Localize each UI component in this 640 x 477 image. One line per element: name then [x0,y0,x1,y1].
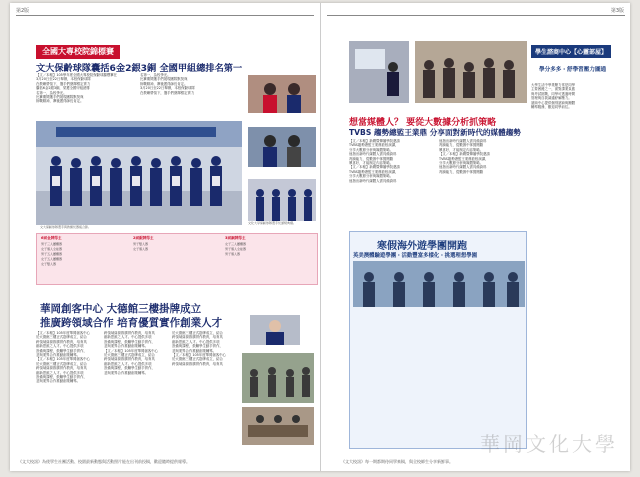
bowler-photo-3 [248,179,316,221]
watermark-logo: 華岡文化大學 [480,432,618,456]
headline-maker-center: 華岡創客中心 大德館三樓掛牌成立 [40,303,202,315]
result-item: 男子個人全能賽 [225,247,247,251]
result-item: 男子三人團體賽 [41,242,63,246]
right-page [320,3,630,471]
maker-event-photo-1 [242,353,314,403]
newspaper-spread [10,3,630,471]
left-footer: 《文大校訊》為使學生社團活動、校園最新動態與活動照片能在出刊前投稿，歡迎隨時提供報導。 [18,459,190,464]
headline-bowling: 文大保齡球隊囊括6金2銀3銅 全國甲組總排名第一 [36,63,243,74]
page-number: 第3版 [610,8,624,14]
article-maker-col1: 【文／本報】105年度華岡創客中心 於大德館三樓正式掛牌成立，結合 跨領域資源推廣實作教育，培育具 創新思維之人才。中心提供多項 設備與課程，鼓勵學生動手實作， 並與業界合作推動創業輔導。 【文／本報】105年度華岡創客中心 於大德館三樓正式掛牌成立，結合 跨領域資源推廣實作教育，培育具 創新思維之人才。中心提供多項 設備與課程，鼓勵學生動手實作， 並與業界合作推動創業輔導。 [36,331,90,384]
result-item: 女子五人團體賽 [41,257,63,261]
bronze-title: 3面銅牌得主 [225,236,246,240]
result-item: 女子個人全能賽 [41,247,63,251]
lecture-photo-2 [415,41,527,103]
study-abroad-subtitle: 英美澳體驗遊學團・活動豐富多樣化・挑選理想學園 [353,253,477,259]
result-item: 男子五人團體賽 [41,252,63,256]
result-item: 男子個人賽 [225,252,241,256]
maker-event-photo-2 [242,407,314,445]
gold-title: 6面金牌得主 [41,236,62,240]
bowler-photo-1 [248,75,316,113]
team-photo-caption: 文大保齡球隊選手與教練於賽後合影。 [40,225,92,229]
result-item: 男子雙人賽 [133,242,149,246]
left-page [10,3,320,471]
bowler-photo-2 [248,127,316,167]
subheadline-media: TVBS 趨勢總監王業鼎 分享面對新時代的媒體趨勢 [349,128,521,137]
counseling-article: 大學生活中學業壓力常是同學 主要困擾之一，面對課業負擔 與考試挑戰，同學可透過時間 管理與自我調適紓解壓力。 諮商中心提供個別諮商與團體 輔導服務，歡迎同學前往。 [531,83,576,110]
silver-title: 2面銀牌得主 [133,236,154,240]
study-abroad-title: 寒假海外遊學團開跑 [377,241,467,252]
article-maker-col2: 跨領域資源推廣實作教育，培育具 創新思維之人才。中心提供多項 設備與課程，鼓勵學生動手實作， 並與業界合作推動創業輔導。 【文／本報】105年度華岡創客中心 於大德館三樓正式掛牌成立，結合 跨領域資源推廣實作教育，培育具 創新思維之人才。中心提供多項 設備與課程，鼓勵學生動手實作， 並與業界合作推動創業輔導。 [104,331,158,375]
result-item: 女子雙人賽 [41,262,57,266]
study-abroad-photo [353,261,525,307]
result-item: 女子個人賽 [133,247,149,251]
article-media-col1: 【文／本報】新聞暨傳播學院邀請 TVBS趨勢總監王業鼎蒞校演講， 分享大數據分析與媒體策略。 他指出新時代媒體人需具備資料 判讀能力，從數據中掌握閱聽 眾喜好，才能制定內容策略。 【文／本報】新聞暨傳播學院邀請 TVBS趨勢總監王業鼎蒞校演講， 分享大數據分析與媒體策略。 他指出新時代媒體人需具備資料 [349,139,400,183]
article-maker-col3: 於大德館三樓正式掛牌成立，結合 跨領域資源推廣實作教育，培育具 創新思維之人才。中心提供多項 設備與課程，鼓勵學生動手實作， 並與業界合作推動創業輔導。 【文／本報】105年度華岡創客中心 於大德館三樓正式掛牌成立，結合 跨領域資源推廣實作教育，培育具 [172,331,226,366]
team-photo [36,121,242,225]
article-media-col2: 他指出新時代媒體人需具備資料 判讀能力，從數據中掌握閱聽 眾喜好，才能制定內容策略。 【文／本報】新聞暨傳播學院邀請 TVBS趨勢總監王業鼎蒞校演講， 分享大數據分析與媒體策略。 他指出新時代媒體人需具備資料 判讀能力，從數據中掌握閱聽 [439,139,490,174]
top-rule [16,15,314,16]
top-rule [327,15,625,16]
result-item: 女子三人團體賽 [225,242,247,246]
page-number: 第2版 [16,8,30,14]
right-footer: 《文大校訊》每一期都期待同學來稿，與全校師生分享新鮮事。 [341,459,453,464]
subheadline-maker-center: 推廣跨領域合作 培育優質實作創業人才 [40,317,223,329]
speaker-photo [250,315,300,345]
section-bar: 全國大專校院錦標賽 [36,45,120,59]
article-bowling: 【文／本報】105學年度全國大專校院保齡球錦標賽在 3月20日至22日舉辦，本校保齡球隊 在教練帶領下，選手們發揮穩定實力 囊括6金2銀3銅，榮獲全國甲組總排 名第一，為校爭光。 比賽期間選手們展現團隊默契與 拚戰精神，賽後獲得師長肯定。 [36,73,118,104]
counseling-header: 學生諮商中心【心靈部屋】 [531,45,611,58]
counseling-subheader: 學分多多・舒學習壓力圖通 [539,67,607,73]
side-photo-caption: 文化大學保齡球隊選手於頒獎典禮。 [248,221,297,225]
headline-media: 想當媒體人？ 要從大數據分析抓策略 [349,118,497,128]
article-bowling-col2: 名第一，為校爭光。 比賽期間選手們展現團隊默契與 拚戰精神，賽後獲得師長肯定。 3月20日至22日舉辦，本校保齡球隊 在教練帶領下，選手們發揮穩定實力 [140,73,195,95]
results-box [36,233,318,285]
lecture-photo-1 [349,41,409,103]
